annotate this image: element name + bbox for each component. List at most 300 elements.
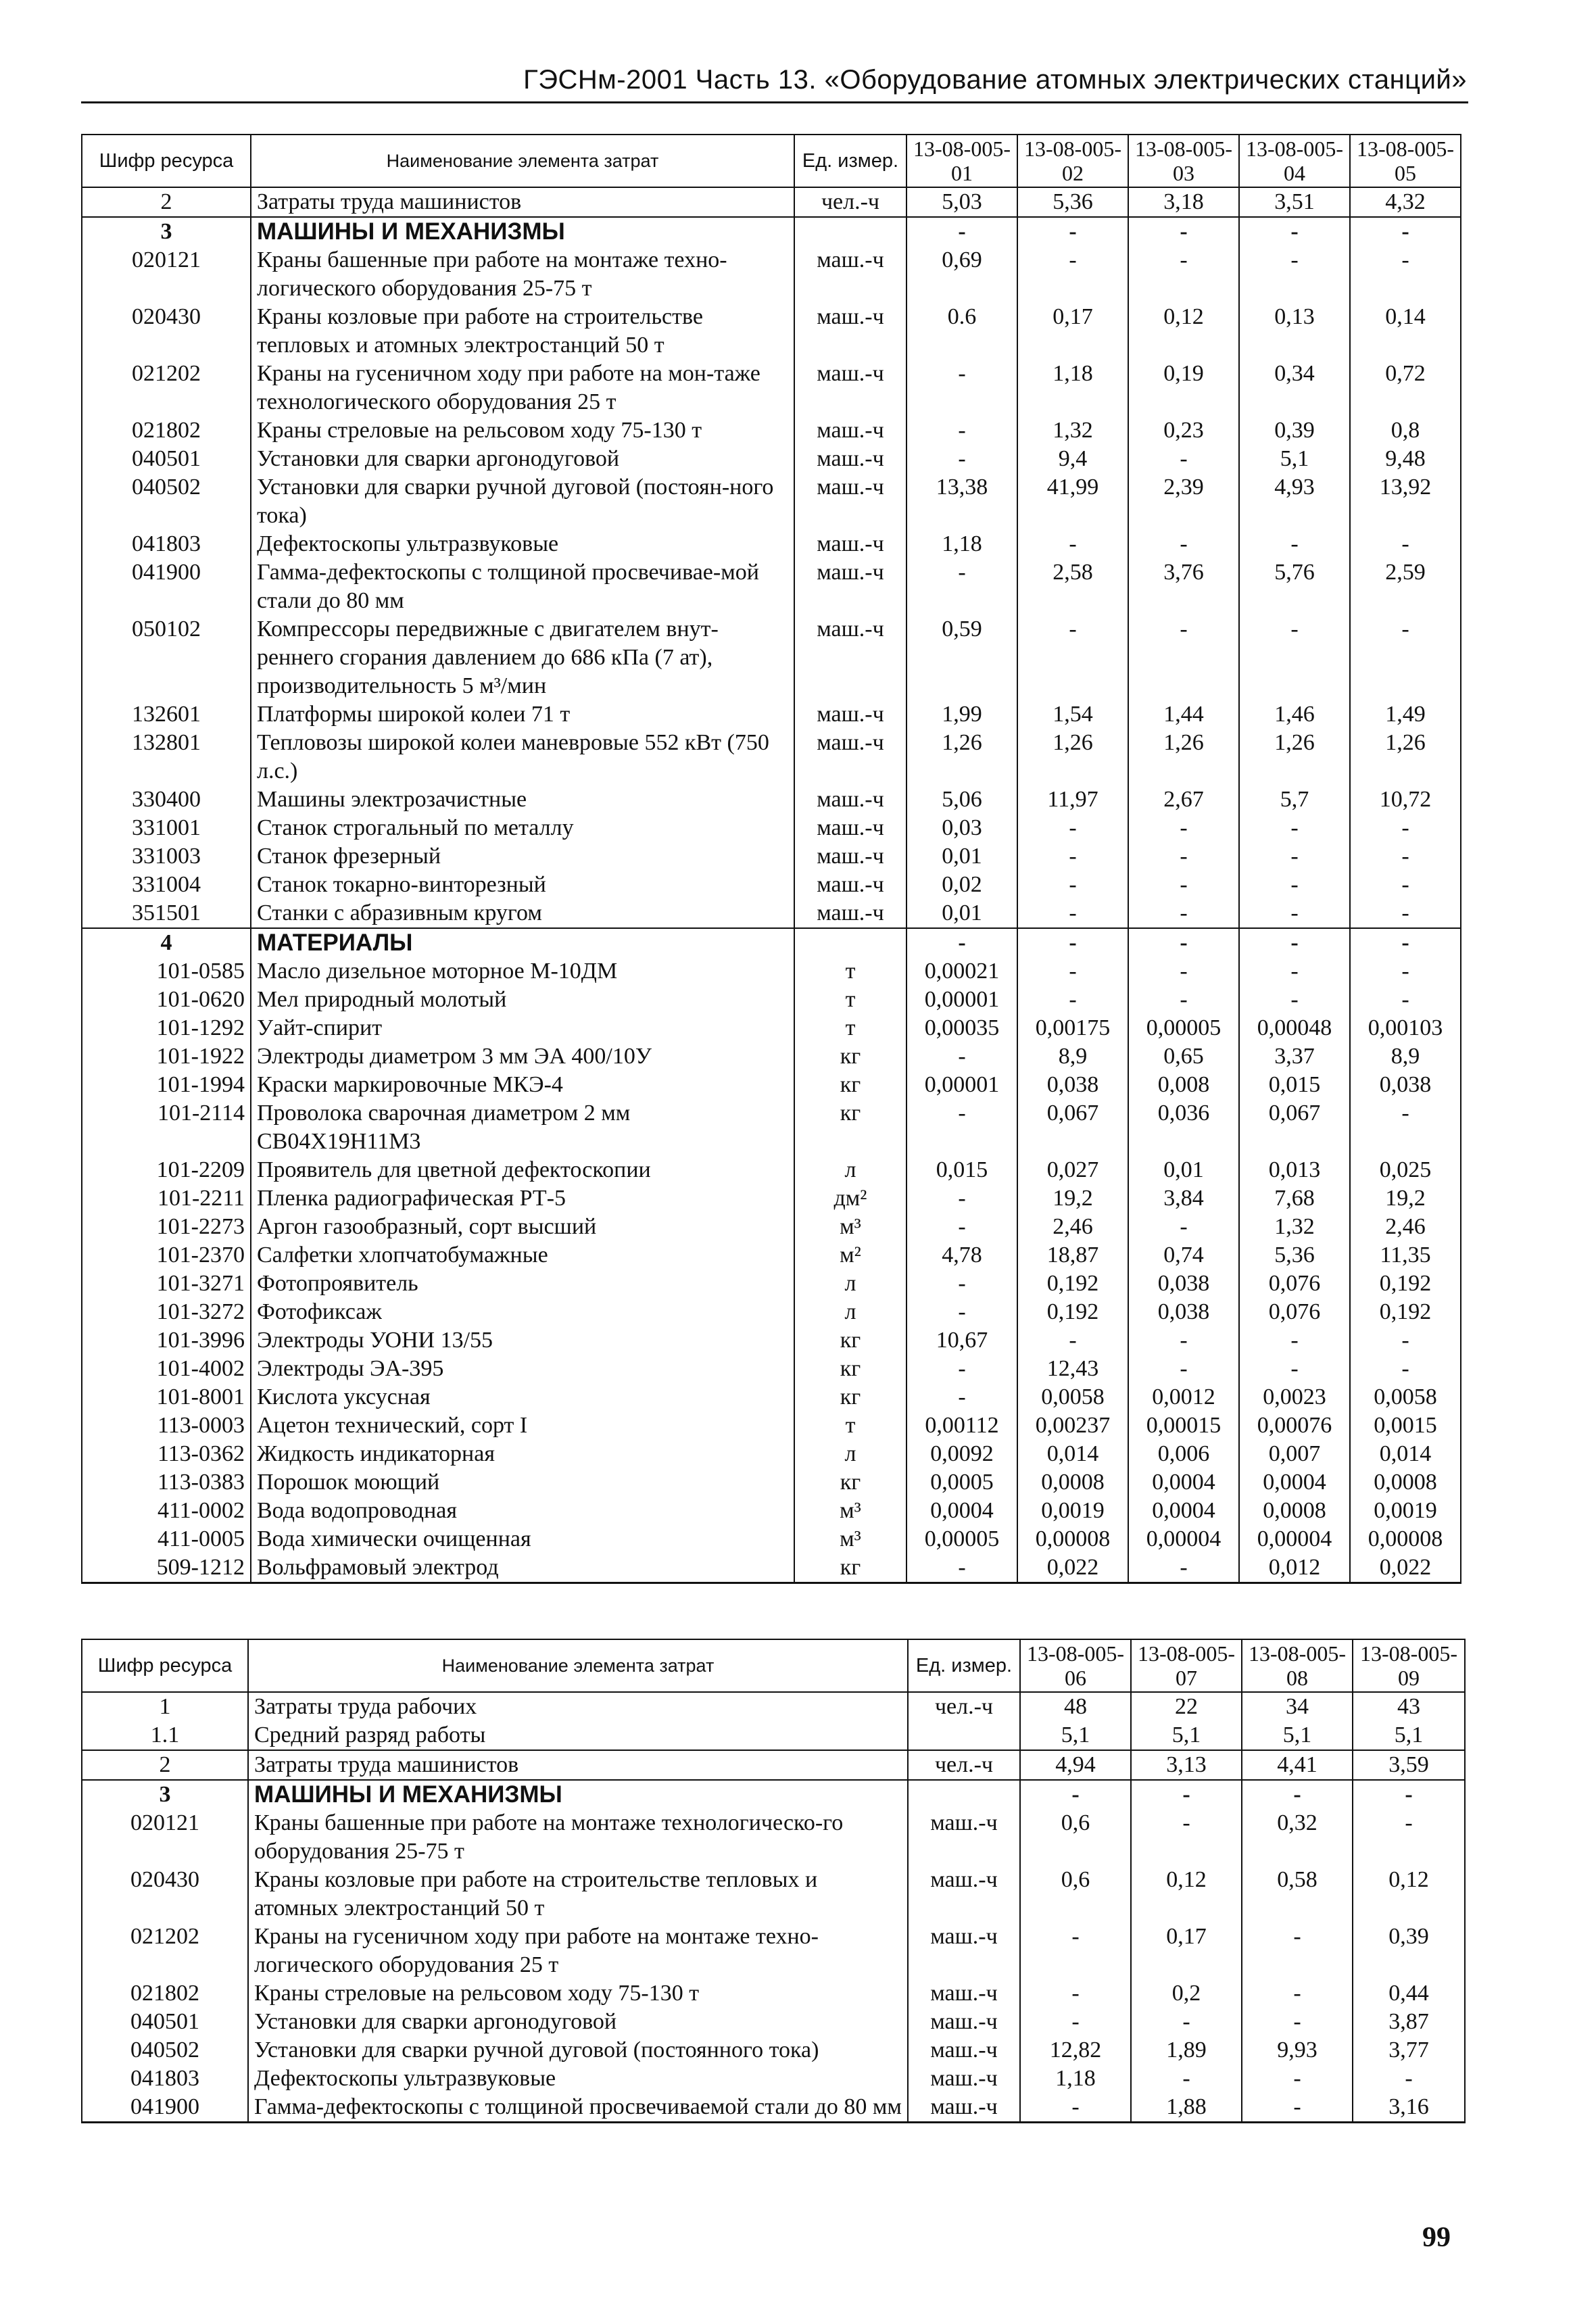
section-row (82, 928, 1461, 957)
unit-of-measure: маш.-ч (794, 530, 906, 558)
value-cell: 0,00048 (1239, 1014, 1350, 1042)
table-row (82, 1525, 1461, 1553)
cost-element-name: Машины электрозачистные (251, 786, 794, 814)
table-row (82, 1497, 1461, 1525)
value-cell: - (1017, 217, 1128, 246)
value-cell: 0,013 (1239, 1156, 1350, 1184)
value-cell: 0,2 (1131, 1979, 1242, 2008)
resource-code: 509-1212 (82, 1553, 251, 1583)
unit-of-measure: кг (794, 1468, 906, 1497)
table-row (82, 1721, 1465, 1750)
value-cell: 4,78 (906, 1241, 1017, 1270)
table-row (82, 1979, 1465, 2008)
cost-element-name: Компрессоры передвижные с двигателем внут-реннего сгорания давлением до 686 кПа (7 ат), производительность 5 м³/мин (251, 615, 794, 700)
cost-element-name: МАШИНЫ И МЕХАНИЗМЫ (251, 217, 794, 246)
header-row (82, 1639, 1465, 1692)
value-cell: 0,0058 (1017, 1383, 1128, 1412)
table-row (82, 1412, 1461, 1440)
resource-code: 021202 (82, 360, 251, 416)
value-cell: 0,00112 (906, 1412, 1017, 1440)
value-cell: 3,13 (1131, 1750, 1242, 1780)
value-cell: - (1242, 1979, 1353, 2008)
table-row (82, 1298, 1461, 1326)
unit-of-measure: кг (794, 1383, 906, 1412)
value-cell: 0,00005 (1128, 1014, 1239, 1042)
table-row (82, 1692, 1465, 1721)
cost-element-name: Установки для сварки аргонодуговой (248, 2008, 908, 2036)
value-cell: 0,00175 (1017, 1014, 1128, 1042)
value-cell: - (1020, 2093, 1131, 2123)
value-cell: 12,43 (1017, 1355, 1128, 1383)
value-cell: - (1128, 1326, 1239, 1355)
value-cell: 0,0008 (1017, 1468, 1128, 1497)
value-cell: - (1128, 217, 1239, 246)
value-cell: 48 (1020, 1692, 1131, 1721)
value-cell: 0,038 (1017, 1071, 1128, 1099)
unit-of-measure: маш.-ч (794, 416, 906, 445)
value-cell: 0,0004 (1128, 1497, 1239, 1525)
value-cell: 5,1 (1131, 1721, 1242, 1750)
resource-code: 101-3996 (82, 1326, 251, 1355)
value-cell: 0,00001 (906, 986, 1017, 1014)
cost-element-name: Вода химически очищенная (251, 1525, 794, 1553)
value-cell: - (1350, 1099, 1461, 1156)
table-row (82, 1866, 1465, 1923)
header-rule (81, 101, 1468, 103)
value-cell: 0,00035 (906, 1014, 1017, 1042)
value-cell: - (1239, 1355, 1350, 1383)
value-cell: - (1350, 1355, 1461, 1383)
table-row (82, 1099, 1461, 1156)
table-row (82, 1184, 1461, 1213)
table-row (82, 246, 1461, 303)
value-cell: - (1242, 1923, 1353, 1979)
value-cell: 11,35 (1350, 1241, 1461, 1270)
resource-code: 101-2209 (82, 1156, 251, 1184)
unit-of-measure: дм² (794, 1184, 906, 1213)
value-cell: - (1017, 246, 1128, 303)
cost-element-name: Краны козловые при работе на строительстве тепловых и атомных электростанций 50 т (251, 303, 794, 360)
value-cell: - (1242, 1780, 1353, 1809)
value-cell: - (906, 1553, 1017, 1583)
cost-element-name: Станки с абразивным кругом (251, 899, 794, 928)
value-cell: 0,076 (1239, 1298, 1350, 1326)
cost-element-name: Затраты труда машинистов (248, 1750, 908, 1780)
unit-of-measure: л (794, 1298, 906, 1326)
value-cell: 5,76 (1239, 558, 1350, 615)
value-cell: - (1128, 899, 1239, 928)
value-cell: - (906, 1042, 1017, 1071)
unit-of-measure: маш.-ч (908, 2065, 1020, 2093)
value-cell: - (1128, 445, 1239, 473)
unit-of-measure: т (794, 1412, 906, 1440)
unit-of-measure: маш.-ч (794, 842, 906, 871)
value-cell: 0,0012 (1128, 1383, 1239, 1412)
resource-code: 101-3271 (82, 1270, 251, 1298)
value-cell: 9,93 (1242, 2036, 1353, 2065)
unit-of-measure: м² (794, 1241, 906, 1270)
value-cell: 1,26 (906, 729, 1017, 786)
resource-code: 411-0002 (82, 1497, 251, 1525)
value-cell: 3,59 (1353, 1750, 1465, 1780)
value-cell: - (1131, 2065, 1242, 2093)
section-row (82, 217, 1461, 246)
value-cell: 0,0004 (1128, 1468, 1239, 1497)
value-cell: 0,067 (1017, 1099, 1128, 1156)
table-row (82, 1553, 1461, 1583)
value-cell: - (1017, 928, 1128, 957)
table-header (82, 135, 1461, 187)
unit-of-measure: кг (794, 1042, 906, 1071)
value-cell: - (1353, 1809, 1465, 1866)
value-cell: 0,0004 (1239, 1468, 1350, 1497)
value-cell: 0,12 (1353, 1866, 1465, 1923)
table-row (82, 729, 1461, 786)
value-cell: 0,007 (1239, 1440, 1350, 1468)
value-cell: - (1017, 530, 1128, 558)
value-cell: 3,84 (1128, 1184, 1239, 1213)
value-cell: 0,0015 (1350, 1412, 1461, 1440)
value-cell: 0,0092 (906, 1440, 1017, 1468)
cost-element-name: Гамма-дефектоскопы с толщиной просвечиваемой стали до 80 мм (248, 2093, 908, 2123)
unit-of-measure: маш.-ч (794, 558, 906, 615)
value-cell: 1,26 (1017, 729, 1128, 786)
cost-element-name: Вольфрамовый электрод (251, 1553, 794, 1583)
unit-of-measure: маш.-ч (794, 899, 906, 928)
value-cell: - (906, 360, 1017, 416)
value-cell: 5,1 (1353, 1721, 1465, 1750)
unit-of-measure: маш.-ч (908, 1979, 1020, 2008)
table-body (82, 1692, 1465, 2123)
unit-of-measure: чел.-ч (794, 187, 906, 217)
value-cell: - (1239, 986, 1350, 1014)
value-cell: 0,12 (1128, 303, 1239, 360)
value-cell: - (906, 1099, 1017, 1156)
unit-of-measure: м³ (794, 1525, 906, 1553)
value-cell: 1,26 (1239, 729, 1350, 786)
value-cell: 0,17 (1017, 303, 1128, 360)
cost-element-name: Мел природный молотый (251, 986, 794, 1014)
table-row (82, 814, 1461, 842)
value-cell: 1,54 (1017, 700, 1128, 729)
cost-element-name: Ацетон технический, сорт I (251, 1412, 794, 1440)
cost-element-name: Кислота уксусная (251, 1383, 794, 1412)
cost-element-name: Электроды диаметром 3 мм ЭА 400/10У (251, 1042, 794, 1071)
value-cell: 5,36 (1239, 1241, 1350, 1270)
resource-code: 040501 (82, 2008, 248, 2036)
resource-code: 132801 (82, 729, 251, 786)
unit-of-measure: маш.-ч (794, 786, 906, 814)
value-cell: 11,97 (1017, 786, 1128, 814)
cost-element-name: Краны стреловые на рельсовом ходу 75-130 т (248, 1979, 908, 2008)
value-cell: 1,89 (1131, 2036, 1242, 2065)
value-cell: 0,038 (1128, 1270, 1239, 1298)
table-row (82, 986, 1461, 1014)
value-cell: 0,014 (1017, 1440, 1128, 1468)
value-cell: - (1020, 1780, 1131, 1809)
table-row (82, 2008, 1465, 2036)
value-cell: - (1350, 217, 1461, 246)
cost-element-name: Масло дизельное моторное М-10ДМ (251, 957, 794, 986)
value-cell: 3,87 (1353, 2008, 1465, 2036)
table-row (82, 871, 1461, 899)
table-row (82, 530, 1461, 558)
value-cell: 0,0019 (1350, 1497, 1461, 1525)
resource-code: 331004 (82, 871, 251, 899)
value-cell: 43 (1353, 1692, 1465, 1721)
value-cell: 1,32 (1239, 1213, 1350, 1241)
cost-element-name: Вода водопроводная (251, 1497, 794, 1525)
value-cell: 0,012 (1239, 1553, 1350, 1583)
value-cell: 0,03 (906, 814, 1017, 842)
value-cell: - (1239, 1326, 1350, 1355)
value-cell: 0,00103 (1350, 1014, 1461, 1042)
value-cell: 5,06 (906, 786, 1017, 814)
table-row (82, 1014, 1461, 1042)
table-row (82, 1042, 1461, 1071)
value-cell: 0,34 (1239, 360, 1350, 416)
value-cell: 34 (1242, 1692, 1353, 1721)
cost-element-name: Пленка радиографическая РТ-5 (251, 1184, 794, 1213)
value-cell: 0,19 (1128, 360, 1239, 416)
value-cell: 0,006 (1128, 1440, 1239, 1468)
resource-code: 1.1 (82, 1721, 248, 1750)
value-cell: 3,16 (1353, 2093, 1465, 2123)
value-cell: 0,01 (1128, 1156, 1239, 1184)
value-cell: 1,46 (1239, 700, 1350, 729)
value-cell: - (1017, 842, 1128, 871)
value-cell: 7,68 (1239, 1184, 1350, 1213)
value-cell: - (1128, 615, 1239, 700)
unit-of-measure: кг (794, 1071, 906, 1099)
cost-element-name: Установки для сварки ручной дуговой (постоянного тока) (248, 2036, 908, 2065)
value-cell: 3,76 (1128, 558, 1239, 615)
value-cell: 0,74 (1128, 1241, 1239, 1270)
table-row (82, 360, 1461, 416)
resource-code: 411-0005 (82, 1525, 251, 1553)
table-row (82, 416, 1461, 445)
header-code: Шифр ресурса (82, 135, 251, 187)
value-cell: 0,01 (906, 842, 1017, 871)
cost-element-name: Жидкость индикаторная (251, 1440, 794, 1468)
value-cell: - (1239, 871, 1350, 899)
resource-code: 2 (82, 1750, 248, 1780)
table-row (82, 1355, 1461, 1383)
cost-element-name: Электроды ЭА-395 (251, 1355, 794, 1383)
value-cell: 2,67 (1128, 786, 1239, 814)
table-row (82, 2036, 1465, 2065)
resource-code: 021202 (82, 1923, 248, 1979)
value-cell: - (1239, 530, 1350, 558)
value-cell: 0,192 (1350, 1270, 1461, 1298)
page-header: ГЭСНм-2001 Часть 13. «Оборудование атомных электрических станций» (523, 65, 1467, 95)
value-cell: 9,4 (1017, 445, 1128, 473)
resource-code: 113-0383 (82, 1468, 251, 1497)
value-cell: - (1128, 530, 1239, 558)
resource-table-1 (81, 134, 1461, 1584)
header-column: 13-08-005-04 (1239, 135, 1350, 187)
table-row (82, 615, 1461, 700)
value-cell: 0,025 (1350, 1156, 1461, 1184)
value-cell: 1,32 (1017, 416, 1128, 445)
resource-code: 040502 (82, 2036, 248, 2065)
unit-of-measure: л (794, 1156, 906, 1184)
table-row (82, 1241, 1461, 1270)
unit-of-measure: маш.-ч (794, 246, 906, 303)
cost-element-name: Порошок моющий (251, 1468, 794, 1497)
cost-element-name: Краны на гусеничном ходу при работе на мон-таже технологического оборудования 25 т (251, 360, 794, 416)
value-cell: - (1239, 957, 1350, 986)
header-name: Наименование элемента затрат (248, 1639, 908, 1692)
unit-of-measure: л (794, 1270, 906, 1298)
resource-code: 021802 (82, 416, 251, 445)
value-cell: 3,51 (1239, 187, 1350, 217)
value-cell: 0,23 (1128, 416, 1239, 445)
value-cell: - (906, 558, 1017, 615)
value-cell: 0,192 (1350, 1298, 1461, 1326)
value-cell: 0,65 (1128, 1042, 1239, 1071)
resource-code: 021802 (82, 1979, 248, 2008)
value-cell: 0,01 (906, 899, 1017, 928)
value-cell: - (906, 445, 1017, 473)
value-cell: - (906, 1355, 1017, 1383)
unit-of-measure: кг (794, 1326, 906, 1355)
resource-code: 020121 (82, 1809, 248, 1866)
value-cell: 0,038 (1128, 1298, 1239, 1326)
value-cell: 1,26 (1128, 729, 1239, 786)
unit-of-measure: маш.-ч (794, 473, 906, 530)
value-cell: 5,1 (1242, 1721, 1353, 1750)
cost-element-name: Проволока сварочная диаметром 2 мм СВ04Х19Н11М3 (251, 1099, 794, 1156)
cost-element-name: Станок фрезерный (251, 842, 794, 871)
resource-code: 040502 (82, 473, 251, 530)
value-cell: 1,49 (1350, 700, 1461, 729)
value-cell: 0,0019 (1017, 1497, 1128, 1525)
value-cell: 0,00015 (1128, 1412, 1239, 1440)
resource-code: 132601 (82, 700, 251, 729)
cost-element-name: Проявитель для цветной дефектоскопии (251, 1156, 794, 1184)
value-cell: - (1239, 928, 1350, 957)
value-cell: 0,02 (906, 871, 1017, 899)
value-cell: 5,03 (906, 187, 1017, 217)
value-cell: - (1128, 246, 1239, 303)
value-cell: 0,00076 (1239, 1412, 1350, 1440)
table-row (82, 1326, 1461, 1355)
value-cell: 0,0023 (1239, 1383, 1350, 1412)
value-cell: 19,2 (1017, 1184, 1128, 1213)
unit-of-measure: чел.-ч (908, 1692, 1020, 1721)
value-cell: 0,8 (1350, 416, 1461, 445)
header-column: 13-08-005-01 (906, 135, 1017, 187)
resource-code: 3 (82, 217, 251, 246)
resource-code: 330400 (82, 786, 251, 814)
table-header (82, 1639, 1465, 1692)
value-cell: - (1350, 1326, 1461, 1355)
value-cell: 4,41 (1242, 1750, 1353, 1780)
value-cell: 9,48 (1350, 445, 1461, 473)
value-cell: 5,1 (1020, 1721, 1131, 1750)
resource-code: 050102 (82, 615, 251, 700)
value-cell: 1,18 (1020, 2065, 1131, 2093)
value-cell: - (906, 1270, 1017, 1298)
value-cell: 12,82 (1020, 2036, 1131, 2065)
value-cell: 3,18 (1128, 187, 1239, 217)
value-cell: - (1242, 2093, 1353, 2123)
unit-of-measure: т (794, 986, 906, 1014)
value-cell: - (1128, 928, 1239, 957)
table-row (82, 1440, 1461, 1468)
table-row (82, 2065, 1465, 2093)
header-column: 13-08-005-08 (1242, 1639, 1353, 1692)
value-cell: - (1350, 530, 1461, 558)
value-cell: - (1017, 615, 1128, 700)
cost-element-name: МАТЕРИАЛЫ (251, 928, 794, 957)
value-cell: 8,9 (1017, 1042, 1128, 1071)
header-code: Шифр ресурса (82, 1639, 248, 1692)
table-row (82, 445, 1461, 473)
value-cell: 1,18 (1017, 360, 1128, 416)
value-cell: - (1350, 814, 1461, 842)
value-cell: 0,00004 (1128, 1525, 1239, 1553)
unit-of-measure: маш.-ч (794, 360, 906, 416)
table-row (82, 957, 1461, 986)
value-cell: 3,37 (1239, 1042, 1350, 1071)
value-cell: - (1128, 986, 1239, 1014)
cost-element-name: Краны башенные при работе на монтаже технологическо-го оборудования 25-75 т (248, 1809, 908, 1866)
header-column: 13-08-005-05 (1350, 135, 1461, 187)
value-cell: 2,59 (1350, 558, 1461, 615)
value-cell: 10,72 (1350, 786, 1461, 814)
value-cell: 5,7 (1239, 786, 1350, 814)
value-cell: 0,015 (906, 1156, 1017, 1184)
value-cell: - (1131, 1780, 1242, 1809)
value-cell: - (1350, 986, 1461, 1014)
header-column: 13-08-005-07 (1131, 1639, 1242, 1692)
value-cell: - (1128, 1213, 1239, 1241)
table-row (82, 1156, 1461, 1184)
value-cell: 4,94 (1020, 1750, 1131, 1780)
unit-of-measure: кг (794, 1099, 906, 1156)
value-cell: 1,99 (906, 700, 1017, 729)
resource-table-2 (81, 1639, 1466, 2123)
value-cell: - (1350, 928, 1461, 957)
value-cell: 0,58 (1242, 1866, 1353, 1923)
resource-code: 101-2114 (82, 1099, 251, 1156)
value-cell: 0,00005 (906, 1525, 1017, 1553)
header-unit: Ед. измер. (794, 135, 906, 187)
unit-of-measure (794, 928, 906, 957)
value-cell: 0,192 (1017, 1270, 1128, 1298)
table-row (82, 2093, 1465, 2123)
cost-element-name: Фотофиксаж (251, 1298, 794, 1326)
header-unit: Ед. измер. (908, 1639, 1020, 1692)
unit-of-measure: маш.-ч (794, 814, 906, 842)
value-cell: 13,92 (1350, 473, 1461, 530)
value-cell: - (1353, 2065, 1465, 2093)
value-cell: 0,0008 (1350, 1468, 1461, 1497)
value-cell: - (1017, 957, 1128, 986)
resource-code: 101-2211 (82, 1184, 251, 1213)
value-cell: 0,12 (1131, 1866, 1242, 1923)
value-cell: - (906, 928, 1017, 957)
unit-of-measure: маш.-ч (908, 2008, 1020, 2036)
unit-of-measure: маш.-ч (908, 2093, 1020, 2123)
resource-code: 041803 (82, 530, 251, 558)
resource-code: 2 (82, 187, 251, 217)
value-cell: 0,038 (1350, 1071, 1461, 1099)
value-cell: 0,00237 (1017, 1412, 1128, 1440)
resource-code: 331001 (82, 814, 251, 842)
